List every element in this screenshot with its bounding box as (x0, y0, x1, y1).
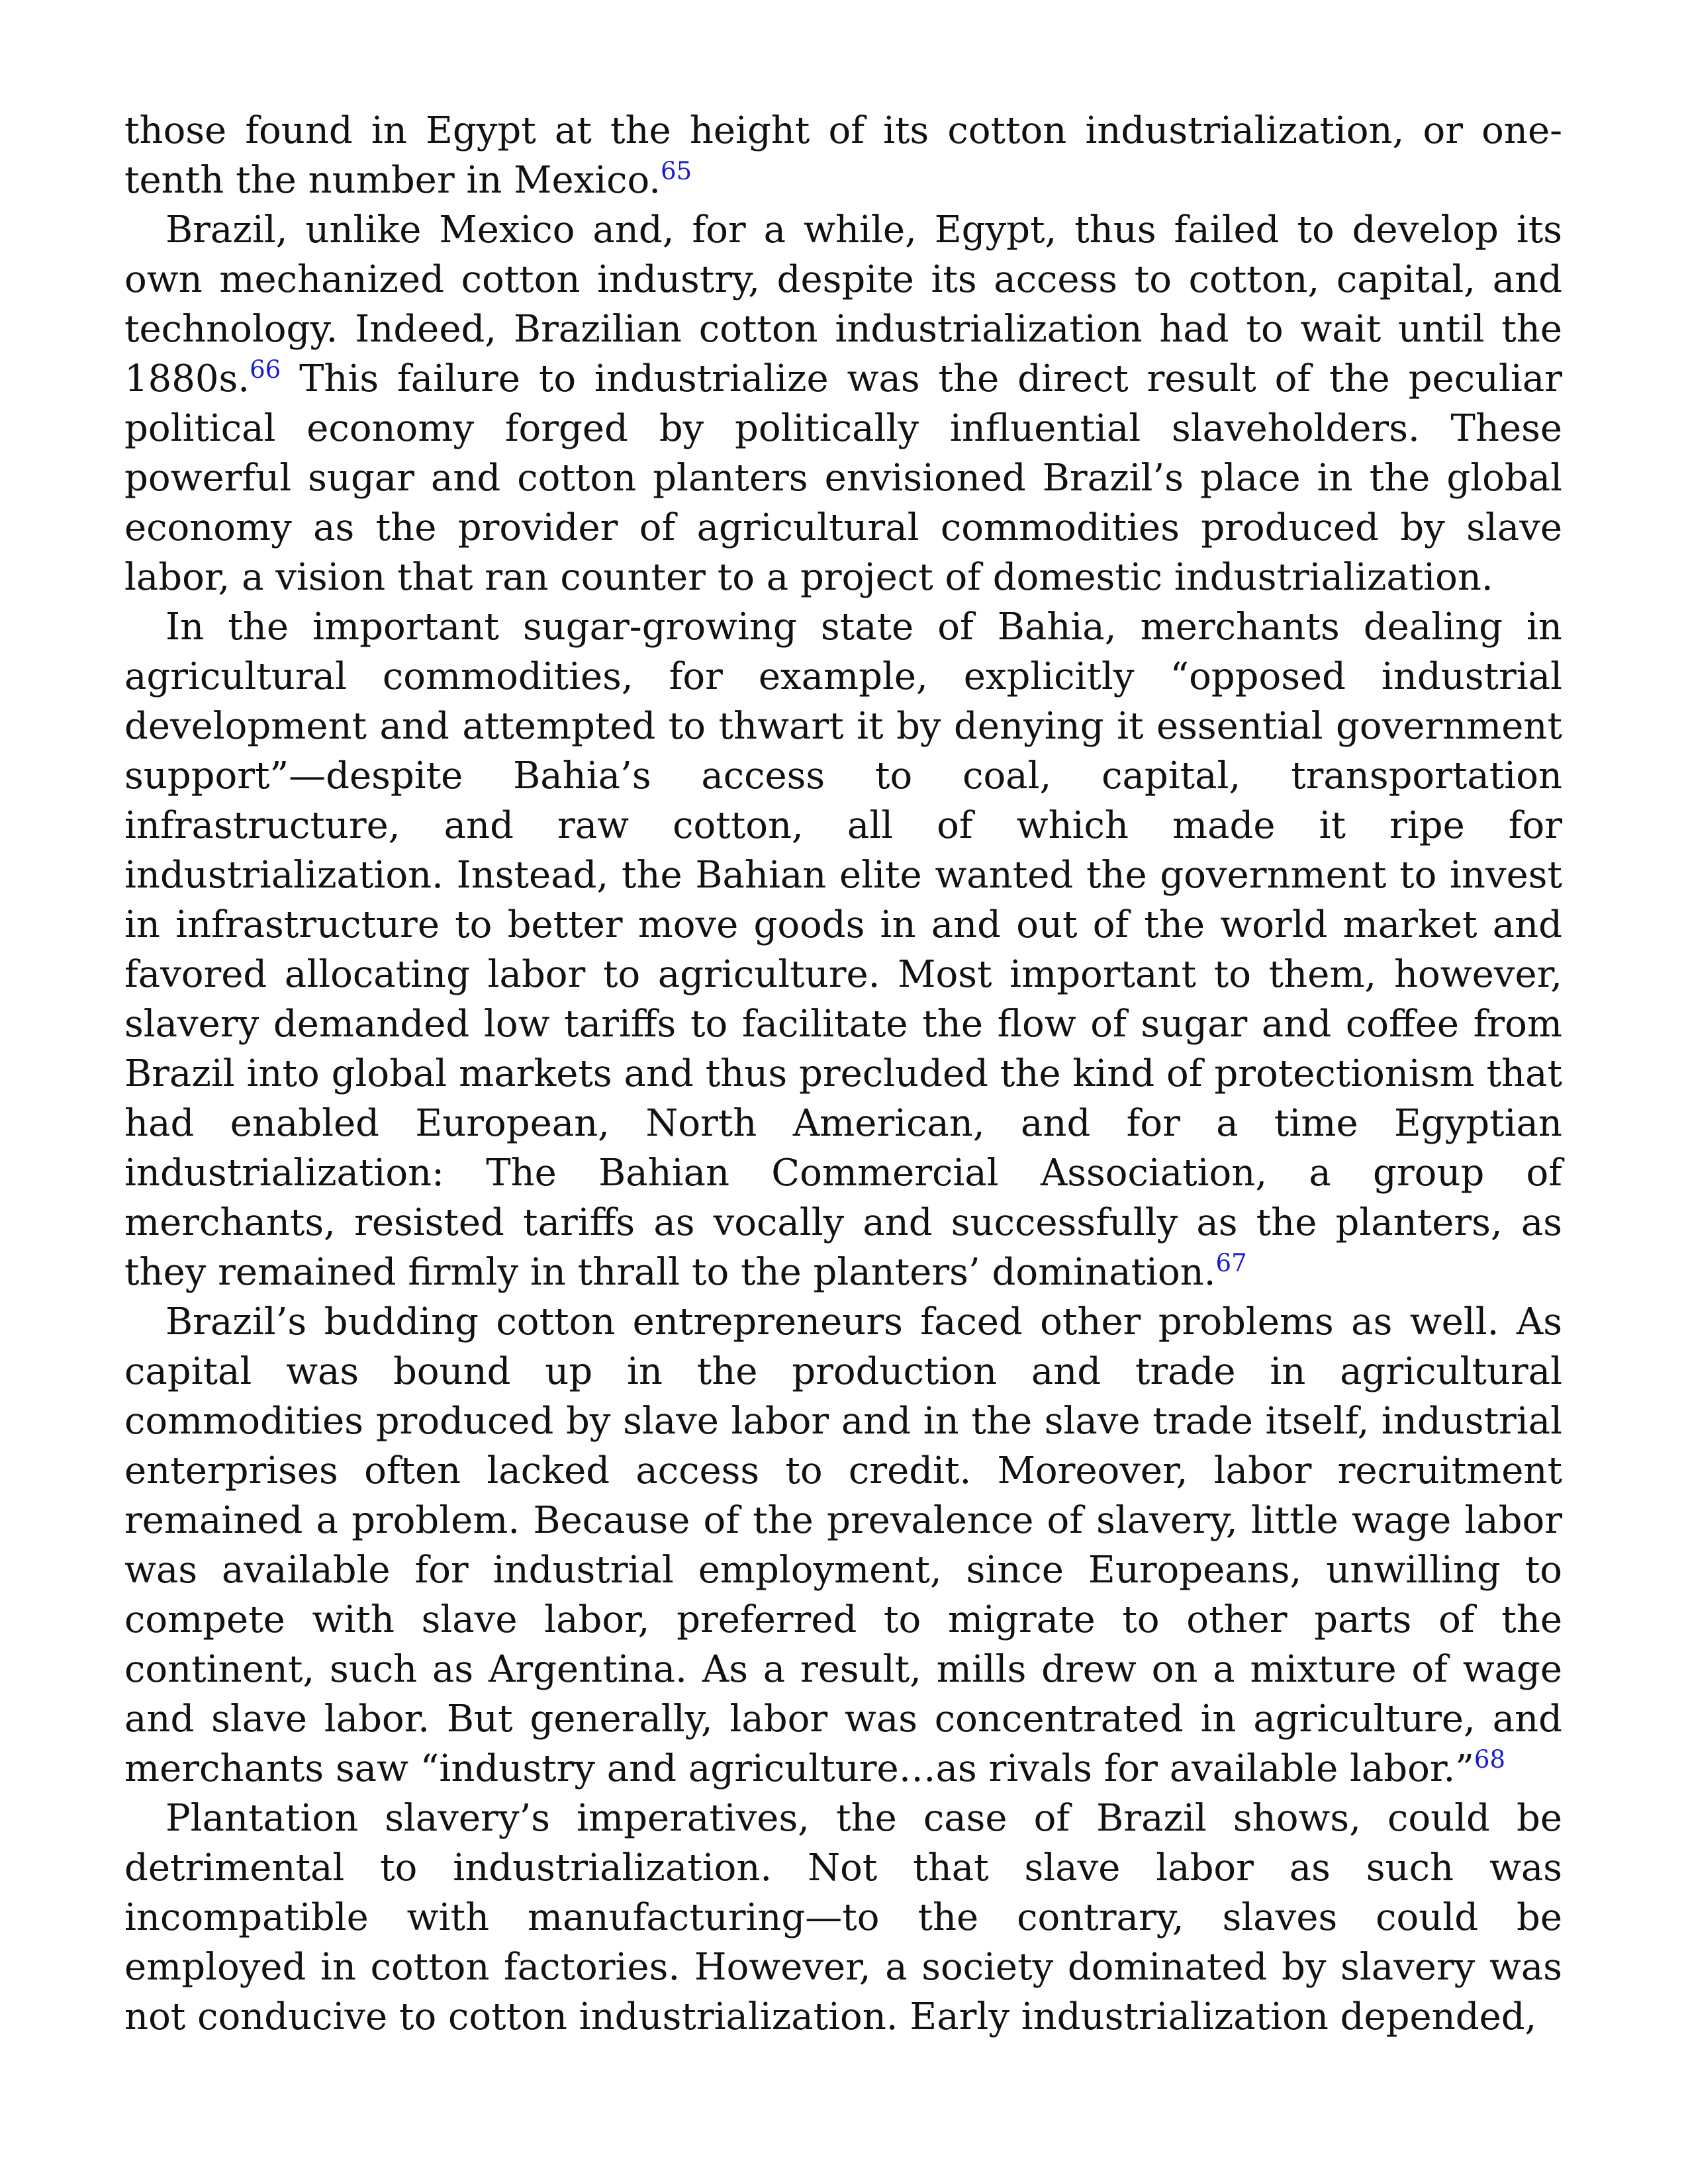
paragraph-2-text-2: This failure to industrialize was the direct result of the peculiar political economy forged by politically influential slaveholders. These powerful sugar and cotton planters envisioned Brazil’s place in the global economy as the provider of agricultural commodities produced by slave labor, a vision that ran counter to a project of domestic industrialization. (124, 357, 1562, 599)
paragraph-2-text-1: Brazil, unlike Mexico and, for a while, Egypt, thus failed to develop its own mechanized cotton industry, despite its access to cotton, capital, and technology. Indeed, Brazilian cotton industrialization had to wait until the 1880s. (124, 208, 1562, 400)
footnote-ref-68[interactable]: 68 (1474, 1745, 1506, 1774)
paragraph-5-text-1: Plantation slavery’s imperatives, the case of Brazil shows, could be detrimental to industrialization. Not that slave labor as such was incompatible with manufacturing—to the contrary, slaves could be employed in cotton factories. However, a society dominated by slavery was not conducive to cotton industrialization. Early industrialization depended, (124, 1797, 1562, 2038)
footnote-ref-67[interactable]: 67 (1215, 1249, 1247, 1277)
paragraph-4-text-1: Brazil’s budding cotton entrepreneurs faced other problems as well. As capital was bound up in the production and trade in agricultural commodities produced by slave labor and in the slave trade itself, industrial enterprises often lacked access to credit. Moreover, labor recruitment remained a problem. Because of the prevalence of slavery, little wage labor was available for industrial employment, since Europeans, unwilling to compete with slave labor, preferred to migrate to other parts of the continent, such as Argentina. As a result, mills drew on a mixture of wage and slave labor. But generally, labor was concentrated in agriculture, and merchants saw “industry and agriculture…as rivals for available labor.” (124, 1300, 1562, 1790)
footnote-ref-66[interactable]: 66 (250, 355, 281, 384)
paragraph-1 (124, 106, 1562, 205)
footnote-ref-65[interactable]: 65 (661, 157, 692, 185)
page-body (124, 106, 1562, 2042)
paragraph-3 (124, 602, 1562, 1297)
paragraph-1-text-1: those found in Egypt at the height of its cotton industrialization, or one-tenth the number in Mexico. (124, 109, 1562, 202)
paragraph-2 (124, 205, 1562, 602)
paragraph-5 (124, 1794, 1562, 2042)
paragraph-3-text-1: In the important sugar-growing state of Bahia, merchants dealing in agricultural commodities, for example, explicitly “opposed industrial development and attempted to thwart it by denying it essential government support”—despite Bahia’s access to coal, capital, transportation infrastructure, and raw cotton, all of which made it ripe for industrialization. Instead, the Bahian elite wanted the government to invest in infrastructure to better move goods in and out of the world market and favored allocating labor to agriculture. Most important to them, however, slavery demanded low tariffs to facilitate the flow of sugar and coffee from Brazil into global markets and thus precluded the kind of protectionism that had enabled European, North American, and for a time Egyptian industrialization: The Bahian Commercial Association, a group of merchants, resisted tariffs as vocally and successfully as the planters, as they remained firmly in thrall to the planters’ domination. (124, 606, 1562, 1294)
paragraph-4 (124, 1297, 1562, 1794)
